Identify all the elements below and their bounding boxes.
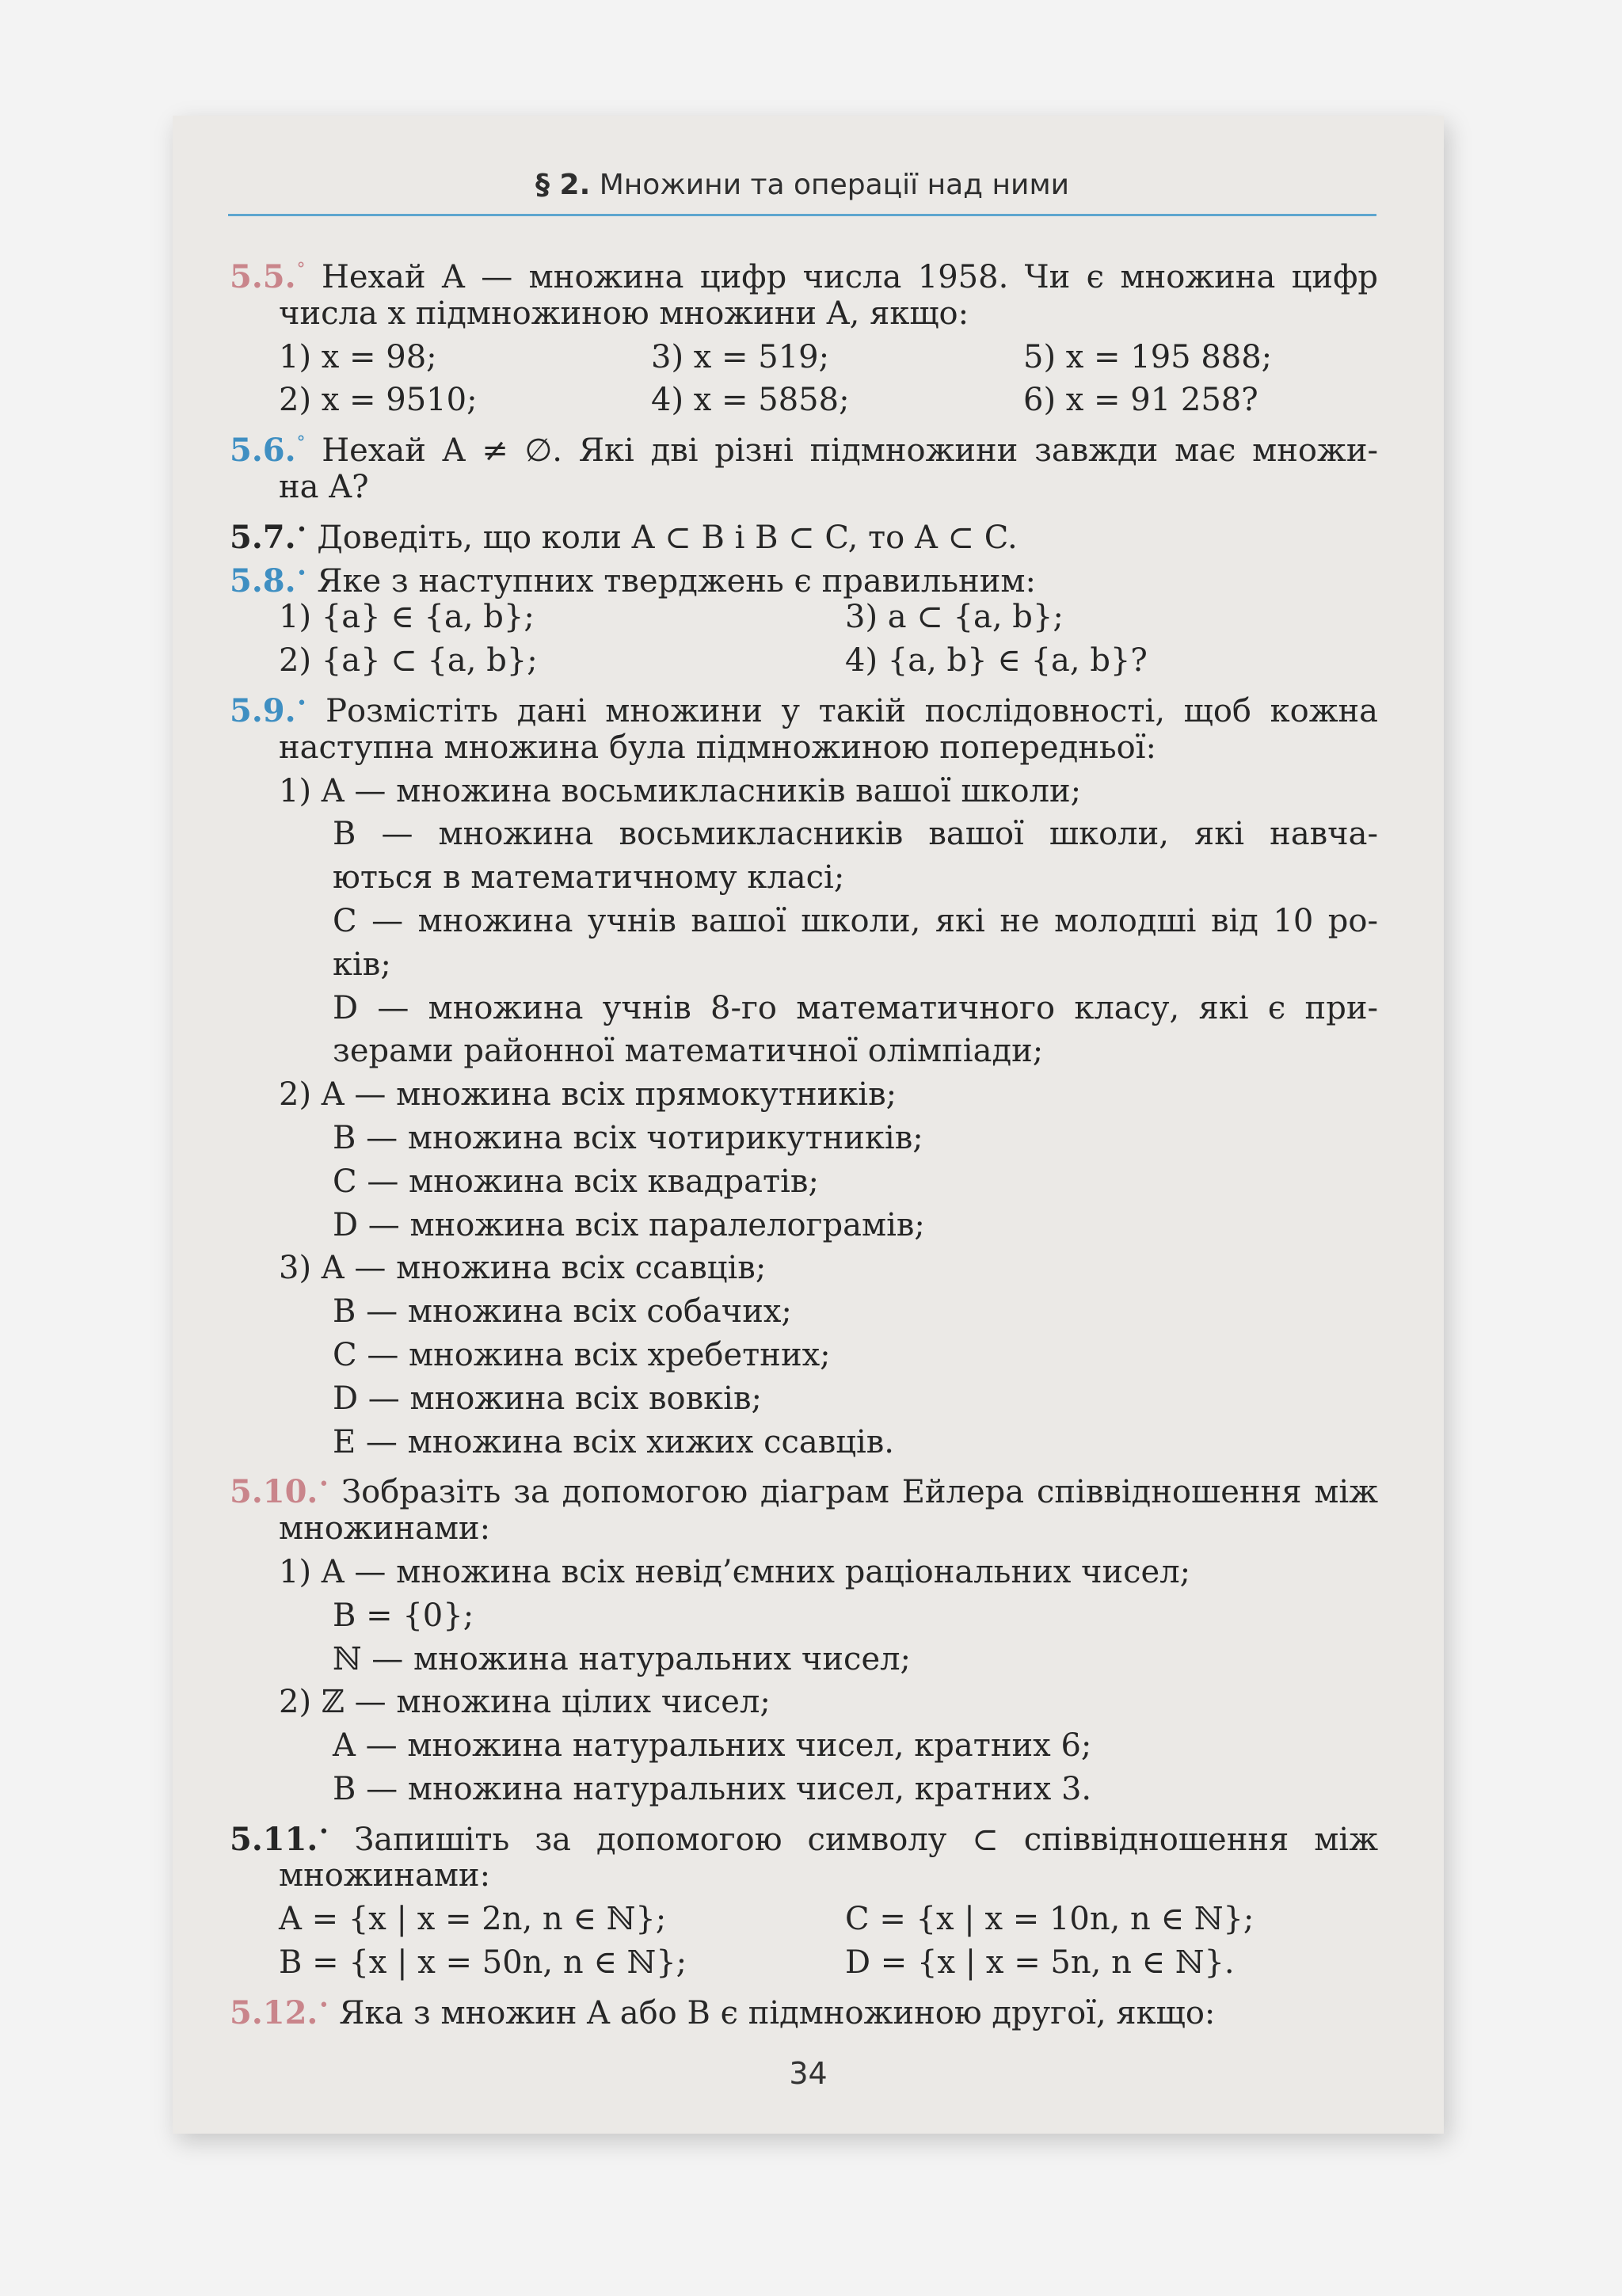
option: 6) x = 91 258? [1023,382,1258,419]
problem-text: Зобразіть за допомогою діаграм Ейлера співвідношення між [341,1474,1378,1511]
problem-5-10-line: 1) A — множина всіх невід’ємних раціональних чисел; [279,1553,1191,1590]
problem-5-9-line: наступна множина була підмножиною попередньої: [279,729,1157,766]
running-header [228,163,1376,216]
problem-5-9-line: D — множина всіх паралелограмів; [333,1206,925,1243]
option: 1) x = 98; [279,338,437,375]
problem-5-5-line-1: 5.5.° Нехай A — множина цифр числа 1958. Чи є множина цифр [230,258,1379,295]
problem-number: 5.11. [230,1820,318,1858]
problem-5-9-line: 3) A — множина всіх ссавців; [279,1250,767,1287]
option: 5) x = 195 888; [1023,338,1273,375]
problem-5-9-line-1: 5.9.• Розмістіть дані множини у такій послідовності, щоб кожна [230,691,1379,729]
problem-number: 5.5. [230,258,296,295]
problem-5-9-line: C — множина всіх квадратів; [333,1163,819,1200]
problem-5-7-line-1: 5.7.• Доведіть, що коли A ⊂ B і B ⊂ C, то A ⊂ C. [230,518,1018,556]
option: 4) x = 5858; [651,382,850,419]
option: A = {x | x = 2n, n ∈ ℕ}; [279,1901,667,1938]
section-sign: § 2. [535,169,591,201]
problem-5-6-line-2: на A? [279,468,369,505]
problem-number: 5.6. [230,432,296,470]
problem-5-10-line: B — множина натуральних чисел, кратних 3. [333,1770,1092,1807]
option: 3) x = 519; [651,338,830,375]
option: 4) {a, b} ∈ {a, b}? [845,642,1148,680]
problem-text: Нехай A ≠ ∅. Які дві різні підмножини завжди має множи- [322,432,1378,470]
problem-text: Доведіть, що коли A ⊂ B і B ⊂ C, то A ⊂ C. [317,519,1018,556]
problem-5-6-line-1: 5.6.° Нехай A ≠ ∅. Які дві різні підмножини завжди має множи- [230,432,1378,470]
problem-text: Запишіть за допомогою символу ⊂ співвідношення між [354,1821,1378,1858]
problem-5-8-options-row-1 [230,596,1378,639]
problems-list [230,249,1379,2031]
problem-number: 5.7. [230,518,296,556]
problem-5-9-line: C — множина всіх хребетних; [333,1336,831,1373]
problem-5-10-line-1: 5.10.• Зобразіть за допомогою діаграм Ейлера співвідношення між [230,1473,1378,1511]
problem-5-11-options-row-2 [230,1941,1378,1985]
section-title: Множини та операції над ними [599,169,1069,201]
problem-5-9-line: D — множина учнів 8-го математичного класу, які є при- [333,989,1378,1026]
problem-5-9-line: 1) A — множина восьмикласників вашої школи; [279,772,1082,809]
problem-5-12-line-1: 5.12.• Яка з множин A або B є підмножиною другої, якщо: [230,1993,1216,2031]
problem-number: 5.10. [230,1473,318,1511]
option: B = {x | x = 50n, n ∈ ℕ}; [279,1944,687,1982]
problem-5-9-line: зерами районної математичної олімпіади; [333,1033,1044,1070]
problem-5-10-line: A — множина натуральних чисел, кратних 6; [333,1727,1092,1765]
option: C = {x | x = 10n, n ∈ ℕ}; [845,1901,1255,1938]
problem-5-11-options-row-1 [230,1898,1378,1941]
problem-5-9-line: E — множина всіх хижих ссавців. [333,1423,895,1460]
option: 2) x = 9510; [279,382,478,419]
problem-5-5-options-row-2 [230,379,1378,422]
option: 2) {a} ⊂ {a, b}; [279,642,538,680]
problem-5-8-line-1: 5.8.• Яке з наступних тверджень є правильним: [230,562,1036,600]
problem-5-9-line: B — множина восьмикласників вашої школи, які навча- [333,816,1378,853]
problem-5-9-line: ків; [333,946,391,983]
problem-5-9-line: ються в математичному класі; [333,859,845,897]
problem-text: Яке з наступних тверджень є правильним: [317,562,1036,600]
problem-5-11-line-2: множинами: [279,1857,491,1894]
problem-text: Яка з множин A або B є підмножиною другої, якщо: [339,1994,1216,2031]
problem-5-8-options-row-2 [230,639,1378,683]
problem-5-9-line: B — множина всіх чотирикутників; [333,1119,923,1156]
problem-5-9-line: D — множина всіх вовків; [333,1380,762,1417]
problem-number: 5.12. [230,1993,318,2031]
problem-5-11-line-1: 5.11.• Запишіть за допомогою символу ⊂ співвідношення між [230,1820,1378,1858]
problem-5-5-line-2: числа x підмножиною множини A, якщо: [279,295,969,332]
problem-5-9-line: C — множина учнів вашої школи, які не молодші від 10 ро- [333,902,1378,939]
problem-5-5-options-row-1 [230,336,1378,379]
textbook-page [173,116,1444,2134]
problem-number: 5.9. [230,691,296,729]
problem-5-9-line: B — множина всіх собачих; [333,1293,792,1331]
problem-5-10-line: ℕ — множина натуральних чисел; [333,1640,911,1677]
problem-5-10-line: множинами: [279,1510,491,1548]
option: D = {x | x = 5n, n ∈ ℕ}. [845,1944,1235,1982]
option: 3) a ⊂ {a, b}; [845,599,1064,636]
option: 1) {a} ∈ {a, b}; [279,599,535,636]
page-number: 34 [789,2056,828,2091]
problem-5-9-line: 2) A — множина всіх прямокутників; [279,1076,897,1114]
problem-5-10-line: B = {0}; [333,1597,474,1634]
problem-number: 5.8. [230,562,296,600]
problem-text: Нехай A — множина цифр числа 1958. Чи є множина цифр [321,259,1379,295]
problem-5-10-line: 2) ℤ — множина цілих чисел; [279,1684,771,1721]
problem-text: Розмістіть дані множини у такій послідовності, щоб кожна [326,692,1379,729]
